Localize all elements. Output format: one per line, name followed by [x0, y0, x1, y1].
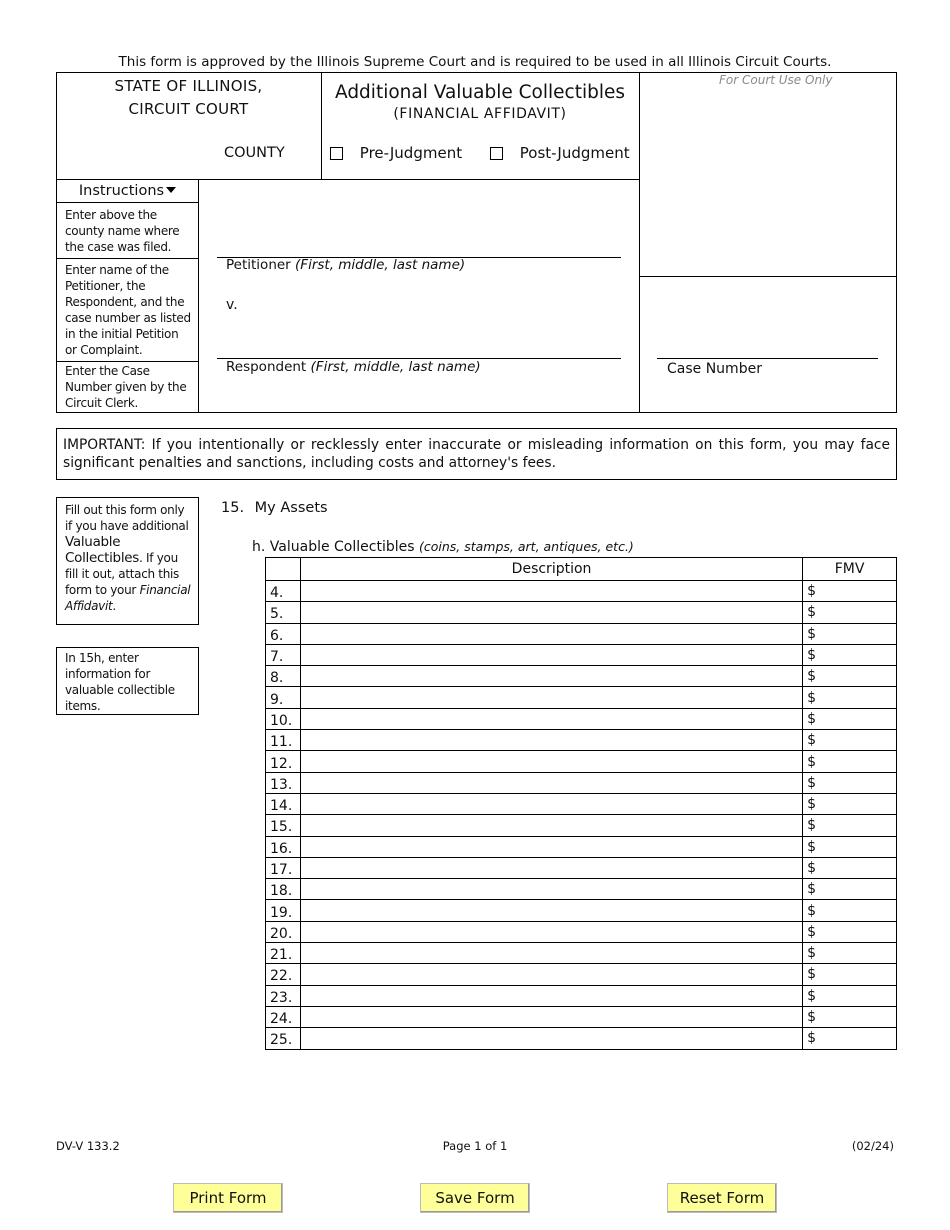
section-number: 15. [221, 500, 245, 516]
row-number: 22. [266, 964, 301, 985]
description-field[interactable] [300, 666, 802, 687]
subsection-hint: (coins, stamps, art, antiques, etc.) [418, 539, 634, 554]
row-number: 24. [266, 1006, 301, 1027]
table-row [266, 644, 897, 665]
collectibles-table [265, 557, 897, 1050]
row-number: 23. [266, 985, 301, 1006]
save-form-button[interactable]: Save Form [420, 1183, 530, 1213]
fmv-field[interactable]: $ [803, 602, 897, 623]
row-number: 17. [266, 857, 301, 878]
table-row [266, 708, 897, 729]
petitioner-label: Petitioner [226, 257, 291, 273]
row-number: 6. [266, 623, 301, 644]
form-subtitle: (FINANCIAL AFFIDAVIT) [393, 106, 567, 122]
print-form-button[interactable]: Print Form [173, 1183, 283, 1213]
row-number: 18. [266, 879, 301, 900]
revision-date: (02/24) [851, 1139, 894, 1153]
table-row [266, 943, 897, 964]
fmv-field[interactable]: $ [803, 581, 897, 602]
county-label: COUNTY [224, 145, 285, 161]
form-id: DV-V 133.2 [56, 1139, 120, 1153]
fmv-field[interactable]: $ [803, 1006, 897, 1027]
pre-judgment-label: Pre-Judgment [359, 144, 463, 162]
fmv-field[interactable]: $ [803, 730, 897, 751]
row-number: 5. [266, 602, 301, 623]
instructions-label: Instructions [78, 183, 165, 199]
respondent-hint: (First, middle, last name) [310, 359, 481, 375]
fmv-field[interactable]: $ [803, 644, 897, 665]
fill-out-text-3: . [112, 599, 116, 613]
description-field[interactable] [300, 623, 802, 644]
respondent-input[interactable] [218, 333, 620, 357]
description-field[interactable] [300, 687, 802, 708]
form-title: Additional Valuable Collectibles [334, 82, 626, 103]
post-judgment-checkbox[interactable] [490, 147, 503, 160]
post-judgment-label: Post-Judgment [519, 144, 630, 162]
description-field[interactable] [300, 793, 802, 814]
row-number: 14. [266, 793, 301, 814]
description-field[interactable] [300, 900, 802, 921]
table-row [266, 964, 897, 985]
instruction-county: Enter above the county name where the case was filed. [65, 208, 180, 254]
table-row [266, 602, 897, 623]
fmv-field[interactable]: $ [803, 751, 897, 772]
fmv-field[interactable]: $ [803, 836, 897, 857]
important-notice [56, 428, 897, 480]
court-label: CIRCUIT COURT [128, 100, 249, 118]
description-field[interactable] [300, 1028, 802, 1049]
table-row [266, 1028, 897, 1049]
fill-out-italic: Financial Affidavit [65, 583, 191, 613]
description-field[interactable] [300, 815, 802, 836]
description-field[interactable] [300, 879, 802, 900]
description-field[interactable] [300, 751, 802, 772]
table-row [266, 921, 897, 942]
fmv-field[interactable]: $ [803, 857, 897, 878]
important-text: If you intentionally or recklessly enter inaccurate or misleading information on this form, you may face significant penalties and sanctions, including costs and attorney's fees. [63, 437, 891, 471]
fill-out-text-2: . If you fill it out, attach this form to your [65, 551, 180, 597]
description-field[interactable] [300, 857, 802, 878]
fmv-field[interactable]: $ [803, 815, 897, 836]
instruction-case-number: Enter the Case Number given by the Circuit Clerk. [65, 364, 187, 410]
fmv-field[interactable]: $ [803, 708, 897, 729]
row-number-header [266, 558, 301, 581]
fmv-field[interactable]: $ [803, 879, 897, 900]
description-field[interactable] [300, 602, 802, 623]
description-field[interactable] [300, 772, 802, 793]
table-row [266, 985, 897, 1006]
triangle-down-icon [166, 187, 176, 193]
subsection-title: Valuable Collectibles [269, 539, 415, 555]
case-number-input[interactable] [658, 333, 878, 357]
section-title: My Assets [254, 500, 328, 516]
table-header-row [266, 558, 897, 581]
description-field[interactable] [300, 1006, 802, 1027]
row-number: 20. [266, 921, 301, 942]
fmv-field[interactable]: $ [803, 921, 897, 942]
petitioner-input[interactable] [218, 232, 620, 256]
petitioner-hint: (First, middle, last name) [295, 257, 466, 273]
fmv-field[interactable]: $ [803, 964, 897, 985]
row-number: 21. [266, 943, 301, 964]
court-use-label: For Court Use Only [719, 73, 833, 87]
subsection-letter: h. [252, 539, 266, 555]
fmv-header: FMV [803, 558, 897, 581]
row-number: 7. [266, 644, 301, 665]
fmv-field[interactable]: $ [803, 985, 897, 1006]
fmv-field[interactable]: $ [803, 623, 897, 644]
table-row [266, 730, 897, 751]
approval-notice: This form is approved by the Illinois Supreme Court and is required to be used in all Illinois Circuit Courts. [118, 54, 832, 70]
table-row [266, 857, 897, 878]
table-row [266, 815, 897, 836]
fill-out-instruction [56, 497, 199, 625]
row-number: 9. [266, 687, 301, 708]
description-field[interactable] [300, 985, 802, 1006]
table-row [266, 666, 897, 687]
instructions-heading[interactable] [56, 183, 199, 199]
case-number-label: Case Number [667, 361, 762, 377]
table-row [266, 879, 897, 900]
table-row [266, 772, 897, 793]
description-field[interactable] [300, 581, 802, 602]
page-number: Page 1 of 1 [442, 1139, 508, 1153]
pre-judgment-checkbox[interactable] [330, 147, 343, 160]
fmv-field[interactable]: $ [803, 666, 897, 687]
fmv-field[interactable]: $ [803, 943, 897, 964]
fmv-field[interactable]: $ [803, 687, 897, 708]
row-number: 8. [266, 666, 301, 687]
table-row [266, 1006, 897, 1027]
table-row [266, 687, 897, 708]
state-label: STATE OF ILLINOIS, [114, 77, 263, 95]
row-number: 25. [266, 1028, 301, 1049]
description-field[interactable] [300, 943, 802, 964]
row-number: 13. [266, 772, 301, 793]
fmv-field[interactable]: $ [803, 793, 897, 814]
row-number: 4. [266, 581, 301, 602]
description-field[interactable] [300, 921, 802, 942]
county-input[interactable] [62, 140, 212, 162]
description-field[interactable] [300, 730, 802, 751]
table-row [266, 623, 897, 644]
row-number: 16. [266, 836, 301, 857]
table-row [266, 581, 897, 602]
row-number: 10. [266, 708, 301, 729]
table-row [266, 900, 897, 921]
row-number: 19. [266, 900, 301, 921]
description-field[interactable] [300, 644, 802, 665]
fmv-field[interactable]: $ [803, 772, 897, 793]
reset-form-button[interactable]: Reset Form [667, 1183, 777, 1213]
description-header: Description [300, 558, 802, 581]
table-row [266, 836, 897, 857]
description-field[interactable] [300, 708, 802, 729]
fmv-field[interactable]: $ [803, 900, 897, 921]
fill-out-text-1: Fill out this form only if you have additional [65, 503, 189, 533]
versus-label: v. [226, 297, 238, 313]
description-field[interactable] [300, 964, 802, 985]
table-row [266, 793, 897, 814]
fill-out-bold: Valuable Collectibles [65, 534, 140, 566]
description-field[interactable] [300, 836, 802, 857]
table-row [266, 751, 897, 772]
important-label: IMPORTANT: [63, 437, 146, 453]
row-number: 11. [266, 730, 301, 751]
row-number: 12. [266, 751, 301, 772]
respondent-label: Respondent [226, 359, 307, 375]
row-number: 15. [266, 815, 301, 836]
instruction-parties: Enter name of the Petitioner, the Respondent, and the case number as listed in the initial Petition or Complaint. [65, 263, 191, 357]
fmv-field[interactable]: $ [803, 1028, 897, 1049]
in15h-instruction: In 15h, enter information for valuable collectible items. [56, 647, 199, 715]
